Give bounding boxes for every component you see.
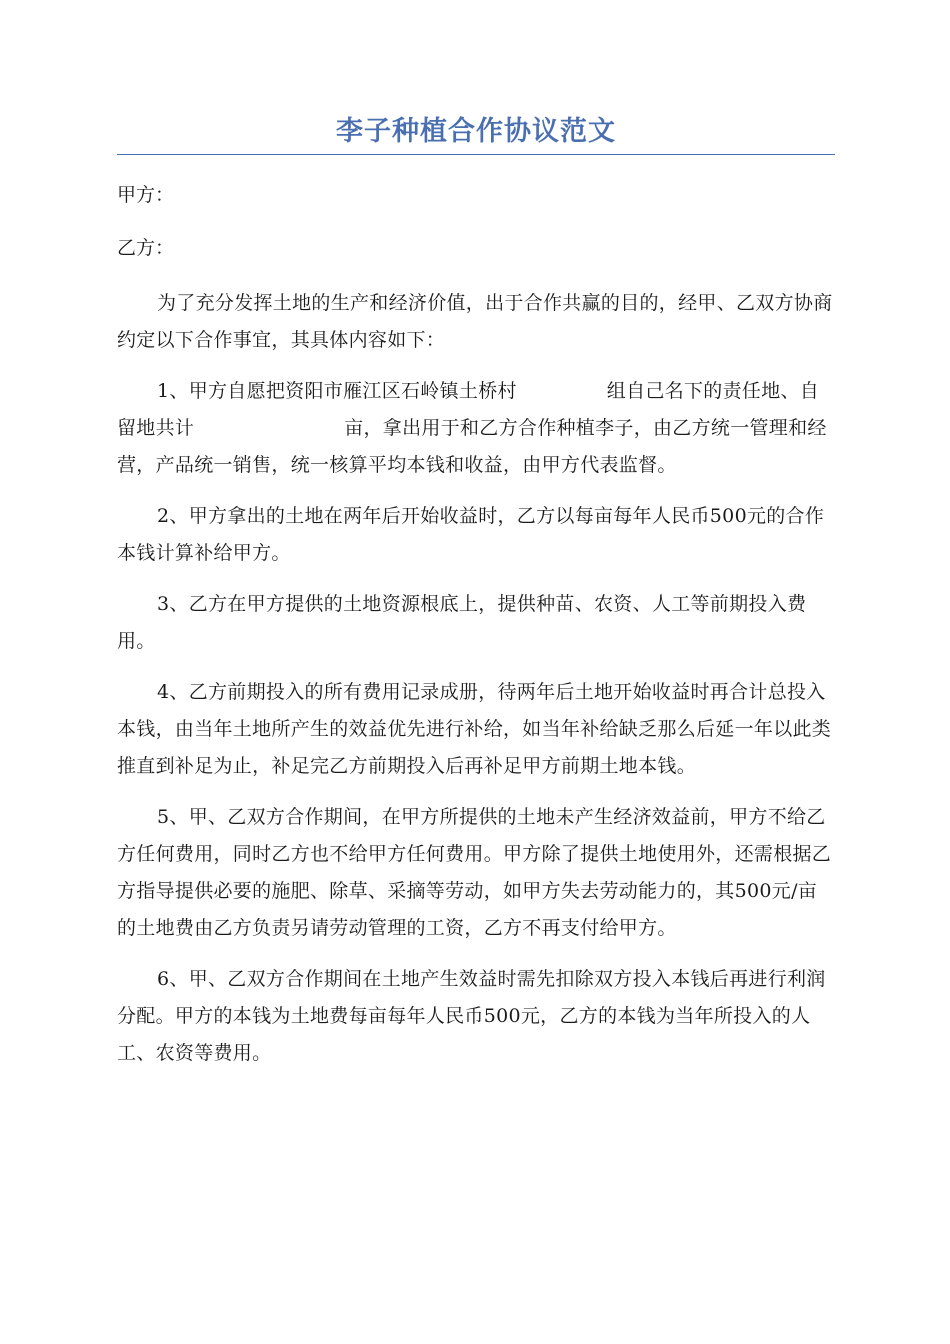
party-a-label: 甲方：: [117, 184, 175, 206]
clause-3: 3、乙方在甲方提供的土地资源根底上，提供种苗、农资、人工等前期投入费用。: [117, 593, 807, 652]
clause-1-part-2: 组自己名下的责任地、自留地共计: [117, 380, 820, 439]
clause-2: 2、甲方拿出的土地在两年后开始收益时，乙方以每亩每年人民币500元的合作本钱计算补给甲方。: [117, 505, 825, 564]
document-page: [117, 112, 835, 1072]
clause-5: 5、甲、乙双方合作期间，在甲方所提供的土地未产生经济效益前，甲方不给乙方任何费用，同时乙方也不给甲方任何费用。甲方除了提供土地使用外，还需根据乙方指导提供必要的施肥、除草、采摘等劳动，如甲方失去劳动能力的，其500元/亩的土地费由乙方负责另请劳动管理的工资，乙方不再支付给甲方。: [117, 806, 832, 939]
clause-1-part-3: 亩，拿出用于和乙方合作种植李子，由乙方统一管理和经营，产品统一销售，统一核算平均本钱和收益，由甲方代表监督。: [117, 417, 827, 476]
party-b-label: 乙方：: [117, 237, 175, 259]
clause-4: 4、乙方前期投入的所有费用记录成册，待两年后土地开始收益时再合计总投入本钱，由当年土地所产生的效益优先进行补给，如当年补给缺乏那么后延一年以此类推直到补足为止，补足完乙方前期投入后再补足甲方前期土地本钱。: [117, 681, 832, 777]
intro-paragraph: 为了充分发挥土地的生产和经济价值，出于合作共赢的目的，经甲、乙双方协商约定以下合作事宜，其具体内容如下：: [117, 292, 833, 351]
clause-6: 6、甲、乙双方合作期间在土地产生效益时需先扣除双方投入本钱后再进行利润分配。甲方的本钱为土地费每亩每年人民币500元，乙方的本钱为当年所投入的人工、农资等费用。: [117, 968, 826, 1064]
clause-1: [117, 373, 835, 484]
clause-1-part-1: 1、甲方自愿把资阳市雁江区石岭镇土桥村: [157, 380, 517, 402]
document-title: 李子种植合作协议范文: [117, 112, 835, 155]
